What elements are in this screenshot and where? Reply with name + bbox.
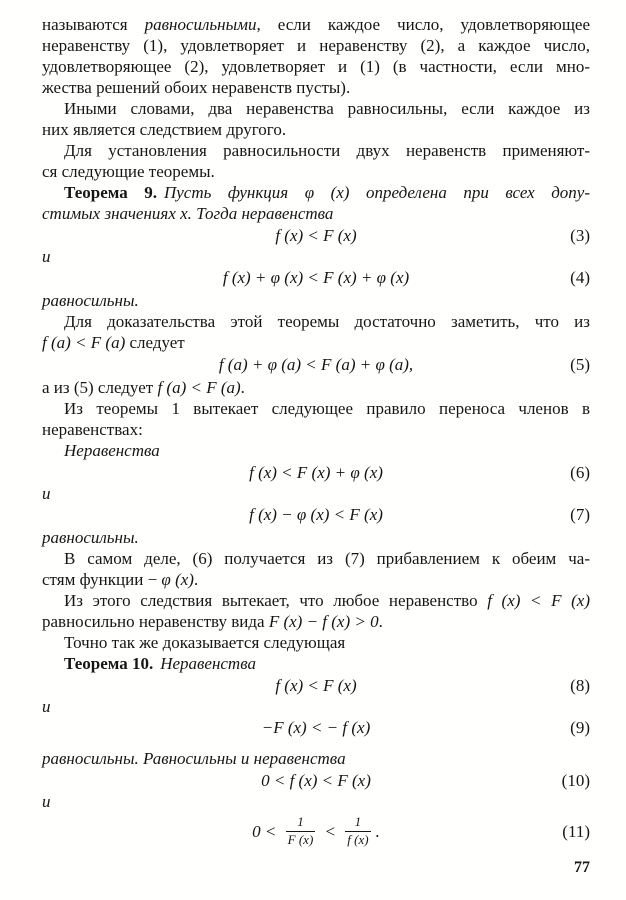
text-line bbox=[42, 611, 590, 632]
paragraph-likewise: Точно так же доказывается следующая bbox=[64, 633, 346, 652]
text-segment: Из этого следствия вытекает, что любое неравенство bbox=[64, 591, 488, 610]
text-line: ся следующие теоремы. bbox=[42, 162, 215, 181]
text-line: неравенству (1), удовлетворяет и неравенству (2), а каждое число, bbox=[42, 36, 590, 55]
theorem-9-label: Теорема 9. bbox=[64, 183, 157, 202]
equivalent-note: равносильны. Равносильны и неравенства bbox=[42, 749, 346, 768]
math-segment: < bbox=[320, 822, 341, 841]
text-line: В самом деле, (6) получается из (7) прибавлением к обеим ча- bbox=[64, 549, 590, 568]
equation-8-formula: f (x) < F (x) bbox=[275, 676, 357, 695]
text-segment: . bbox=[193, 570, 199, 589]
math-segment: 0 < bbox=[252, 822, 281, 841]
equation-7-number: (7) bbox=[570, 505, 590, 524]
text-line bbox=[42, 590, 590, 611]
fraction-one-over-F bbox=[286, 814, 316, 849]
math-segment: . bbox=[375, 822, 380, 841]
fraction-numerator: 1 bbox=[286, 814, 316, 832]
equation-7-formula: f (x) − φ (x) < F (x) bbox=[249, 505, 383, 524]
equation-10 bbox=[42, 769, 590, 793]
paragraph-corollary bbox=[42, 590, 590, 632]
text-segment: а из (5) следует bbox=[42, 378, 158, 397]
equation-3 bbox=[42, 224, 590, 248]
equation-4-number: (4) bbox=[570, 268, 590, 287]
text-segment: , если каждое число, удовлетворяющее bbox=[256, 15, 590, 34]
math-inline: f (a) < F (a) bbox=[42, 333, 126, 352]
text-line: них является следствием другого. bbox=[42, 120, 287, 139]
text-line bbox=[42, 332, 590, 353]
paragraph-indeed bbox=[42, 548, 590, 590]
text-line bbox=[42, 14, 590, 35]
text-segment: . bbox=[240, 378, 245, 397]
equation-11 bbox=[42, 811, 590, 853]
text-segment: называются bbox=[42, 15, 145, 34]
text-line: неравенствах: bbox=[42, 420, 143, 439]
text-segment: . bbox=[378, 612, 383, 631]
equation-3-formula: f (x) < F (x) bbox=[275, 226, 357, 245]
conjunction-and: и bbox=[42, 697, 51, 716]
text-line: Для установления равносильности двух неравенств применяют- bbox=[64, 141, 590, 160]
equation-8-number: (8) bbox=[570, 676, 590, 695]
fraction-numerator: 1 bbox=[345, 814, 370, 832]
text-line: Из теоремы 1 вытекает следующее правило переноса членов в bbox=[64, 399, 590, 418]
text-line: Иными словами, два неравенства равносильны, если каждое из bbox=[64, 99, 590, 118]
equation-5-formula: f (a) + φ (a) < F (a) + φ (a), bbox=[218, 355, 414, 374]
paragraph-transfer-rule bbox=[42, 398, 590, 440]
text-segment: стям функции − bbox=[42, 570, 162, 589]
math-inline: F (x) − f (x) > 0 bbox=[268, 612, 379, 631]
text-line: стимых значениях x. Тогда неравенства bbox=[42, 204, 334, 223]
text-line: жества решений обоих неравенств пусты). bbox=[42, 78, 351, 97]
theorem-9 bbox=[42, 182, 590, 224]
inequalities-label: Неравенства bbox=[64, 441, 160, 460]
theorem-10-label: Теорема 10. bbox=[64, 654, 154, 673]
equation-9-formula: −F (x) < − f (x) bbox=[261, 718, 371, 737]
equation-5-number: (5) bbox=[570, 355, 590, 374]
equation-4-formula: f (x) + φ (x) < F (x) + φ (x) bbox=[222, 268, 410, 287]
fraction-denominator: f (x) bbox=[347, 831, 369, 847]
math-inline: φ (x) bbox=[161, 570, 194, 589]
equation-7 bbox=[42, 503, 590, 527]
equation-9-number: (9) bbox=[570, 718, 590, 737]
text-segment: равносильно неравенству вида bbox=[42, 612, 269, 631]
text-segment: следует bbox=[125, 333, 185, 352]
equation-10-number: (10) bbox=[561, 771, 590, 790]
math-inline: f (x) < F (x) bbox=[487, 591, 590, 610]
paragraph-equivalence-definition bbox=[42, 14, 590, 98]
math-inline: f (a) < F (a) bbox=[157, 378, 241, 397]
equation-8 bbox=[42, 674, 590, 698]
text-line: Для доказательства этой теоремы достаточно заметить, что из bbox=[64, 312, 590, 331]
equivalent-note: равносильны. bbox=[42, 528, 139, 547]
text-line bbox=[42, 569, 590, 590]
equation-4 bbox=[42, 266, 590, 290]
page-text-block bbox=[42, 14, 590, 878]
equivalent-note: равносильны. bbox=[42, 291, 139, 310]
page-number: 77 bbox=[574, 859, 590, 876]
paragraph-proof-theorem-9 bbox=[42, 311, 590, 353]
theorem-10 bbox=[42, 653, 590, 674]
equation-11-number: (11) bbox=[562, 822, 590, 841]
equation-6 bbox=[42, 461, 590, 485]
theorem-9-statement: Пусть функция φ (x) определена при всех допу- bbox=[163, 183, 591, 202]
paragraph-in-other-words bbox=[42, 98, 590, 140]
paragraph-theorems-intro bbox=[42, 140, 590, 182]
conjunction-and: и bbox=[42, 247, 51, 266]
equation-11-formula bbox=[252, 813, 380, 847]
equation-6-number: (6) bbox=[570, 463, 590, 482]
equation-9 bbox=[42, 716, 590, 740]
emphasized-term: равносильными bbox=[144, 15, 257, 34]
equation-3-number: (3) bbox=[570, 226, 590, 245]
paragraph-from-5-follows bbox=[42, 377, 590, 398]
fraction-one-over-f bbox=[345, 814, 370, 849]
fraction-denominator: F (x) bbox=[287, 831, 314, 847]
conjunction-and: и bbox=[42, 792, 51, 811]
text-line: удовлетворяющее (2), удовлетворяет и (1) (в частности, если мно- bbox=[42, 57, 590, 76]
conjunction-and: и bbox=[42, 484, 51, 503]
equation-5 bbox=[42, 353, 590, 377]
equation-6-formula: f (x) < F (x) + φ (x) bbox=[249, 463, 383, 482]
text-line bbox=[42, 182, 590, 203]
theorem-10-statement: Неравенства bbox=[160, 654, 256, 673]
equation-10-formula: 0 < f (x) < F (x) bbox=[261, 771, 371, 790]
